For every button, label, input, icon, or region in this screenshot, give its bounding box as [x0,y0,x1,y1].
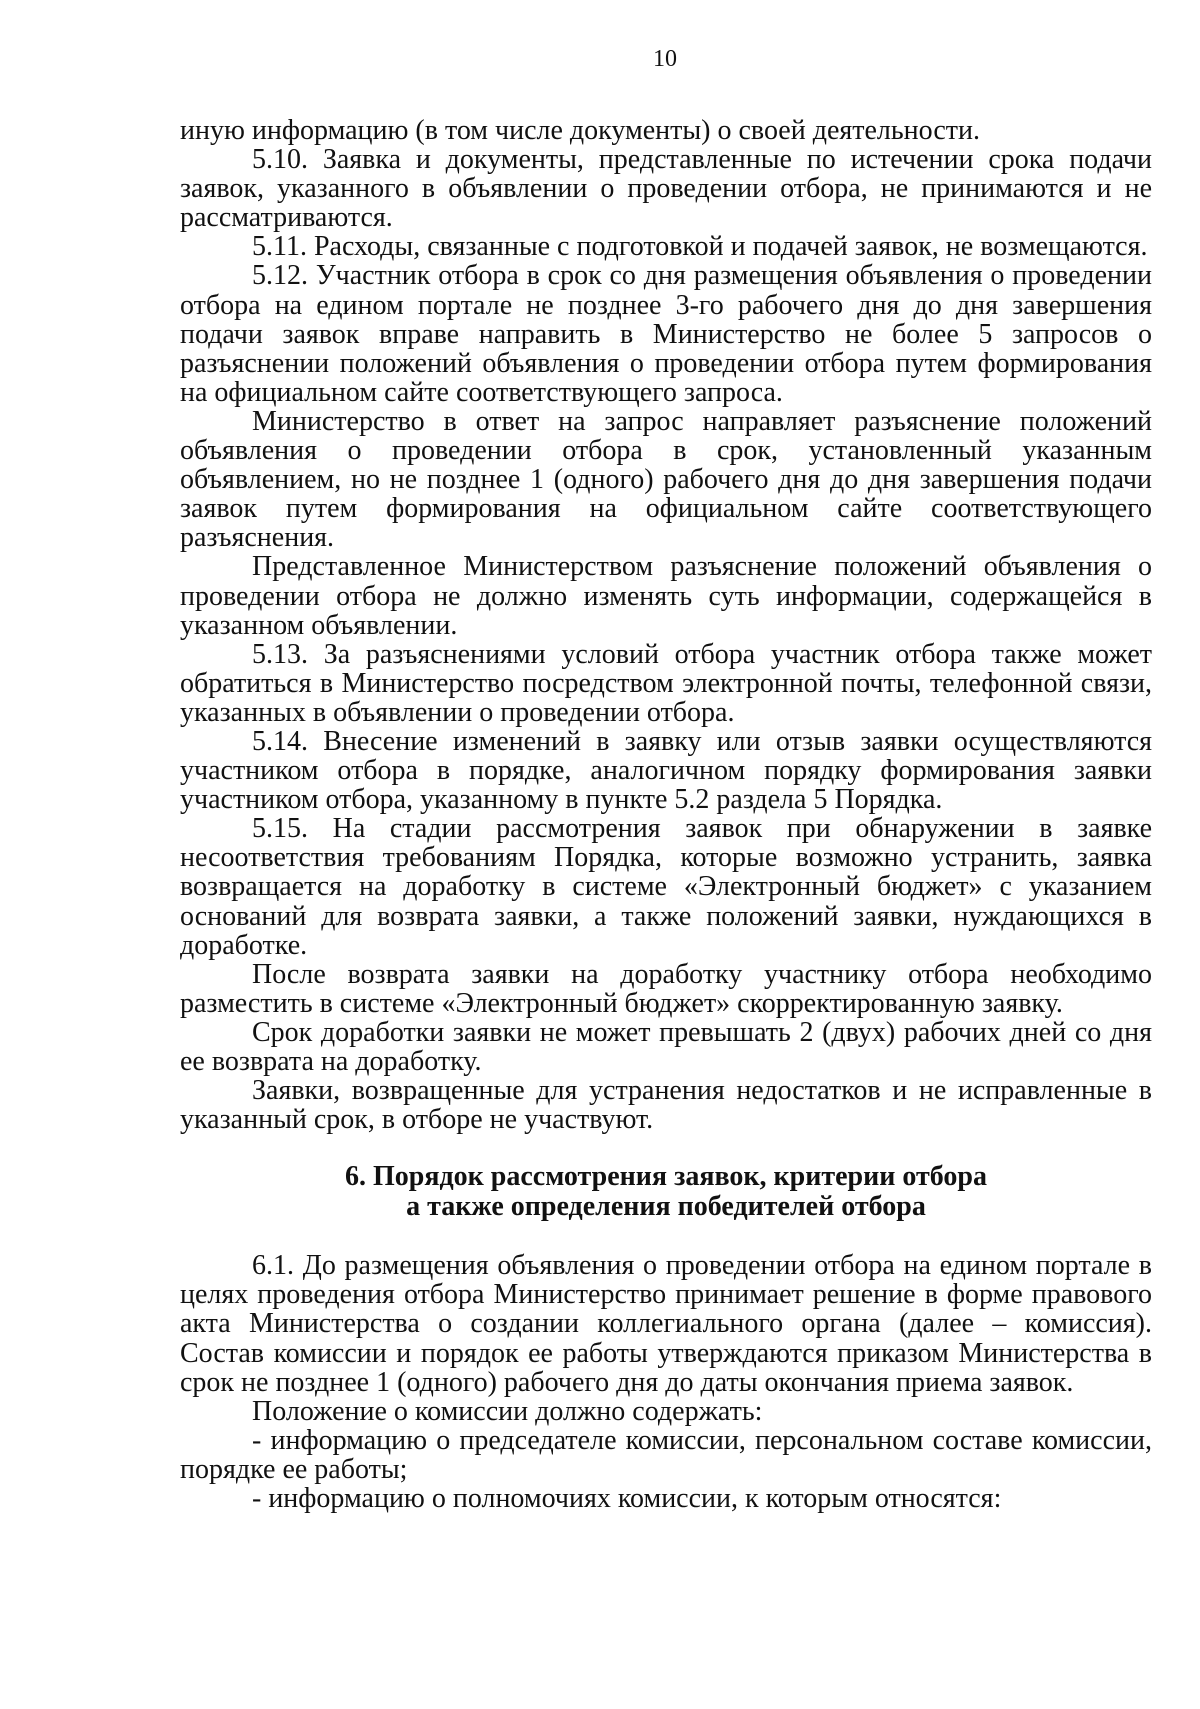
spacer [180,1134,1152,1162]
section-heading [180,1162,1152,1222]
section-heading-line-1: 6. Порядок рассмотрения заявок, критерии отбора [345,1161,987,1193]
paragraph: После возврата заявки на доработку участнику отбора необходимо разместить в системе «Электронный бюджет» скорректированную заявку. [180,958,1152,1019]
paragraph: 5.12. Участник отбора в срок со дня размещения объявления о проведении отбора на едином портале не позднее 3-го рабочего дня до дня завершения подачи заявок вправе направить в Министерство не более 5 запросов о разъяснении положений объявления о проведении отбора путем формирования на официальном сайте соответствующего запроса. [180,260,1152,408]
section-heading-line-2: а также определения победителей отбора [406,1191,926,1223]
paragraph: 5.13. За разъяснениями условий отбора участник отбора также может обратиться в Министерство посредством электронной почты, телефонной связи, указанных в объявлении о проведении отбора. [180,638,1152,728]
spacer [180,1222,1152,1251]
paragraphs-after-heading [180,1251,1152,1513]
paragraphs-before-heading [180,116,1152,1134]
paragraph: Срок доработки заявки не может превышать 2 (двух) рабочих дней со дня ее возврата на доработку. [180,1016,1152,1077]
paragraph: Заявки, возвращенные для устранения недостатков и не исправленные в указанный срок, в отборе не участвуют. [180,1075,1152,1136]
paragraph: Представленное Министерством разъяснение положений объявления о проведении отбора не должно изменять суть информации, содержащейся в указанном объявлении. [180,551,1152,641]
paragraph: 5.11. Расходы, связанные с подготовкой и подачей заявок, не возмещаются. [252,231,1148,263]
paragraph: 5.14. Внесение изменений в заявку или отзыв заявки осуществляются участником отбора в порядке, аналогичном порядку формирования заявки участником отбора, указанному в пункте 5.2 раздела 5 Порядка. [180,725,1152,816]
paragraph: - информацию о полномочиях комиссии, к которым относятся: [252,1483,1002,1515]
paragraph: - информацию о председателе комиссии, персональном составе комиссии, порядке ее работы; [180,1424,1152,1485]
paragraph: 5.10. Заявка и документы, представленные по истечении срока подачи заявок, указанного в объявлении о проведении отбора, не принимаются и не рассматриваются. [180,144,1152,234]
paragraph: 5.15. На стадии рассмотрения заявок при обнаружении в заявке несоответствия требованиям Порядка, которые возможно устранить, заявка возвращается на доработку в системе «Электронный бюджет» с указанием оснований для возврата заявки, а также положений заявки, нуждающихся в доработке. [180,813,1152,961]
document-body [180,116,1152,1513]
paragraph: Положение о комиссии должно содержать: [252,1395,763,1427]
paragraph: иную информацию (в том числе документы) о своей деятельности. [180,115,980,146]
page-number: 10 [653,46,677,72]
paragraph: Министерство в ответ на запрос направляет разъяснение положений объявления о проведении отбора в срок, установленный указанным объявлением, но не позднее 1 (одного) рабочего дня до дня завершения подачи заявок путем формирования на официальном сайте соответствующего разъяснения. [180,405,1152,554]
paragraph: 6.1. До размещения объявления о проведении отбора на едином портале в целях проведения отбора Министерство принимает решение в форме правового акта Министерства о создании коллегиального органа (далее – комиссия). Состав комиссии и порядок ее работы утверждаются приказом Министерства в срок не позднее 1 (одного) рабочего дня до даты окончания приема заявок. [180,1250,1152,1398]
